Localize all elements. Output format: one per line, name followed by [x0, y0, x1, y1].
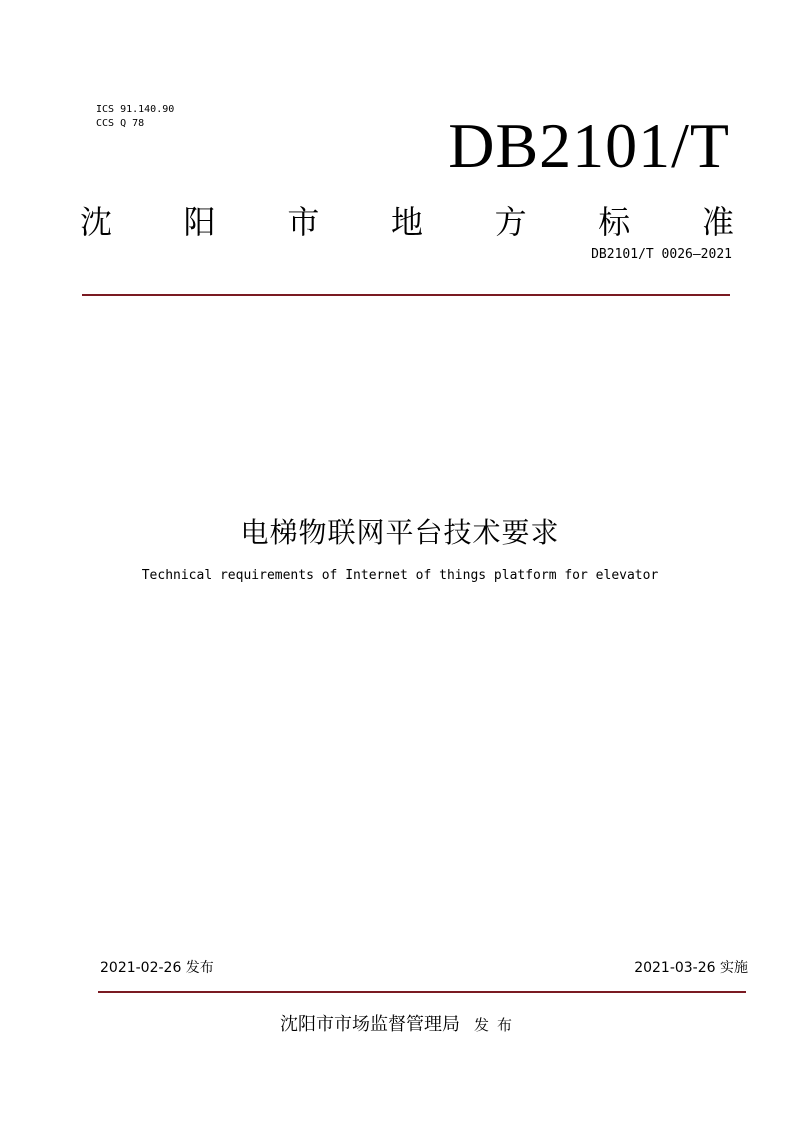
issuer-title-char: 标 [598, 203, 631, 241]
standard-number: DB2101/T 0026—2021 [591, 247, 732, 262]
issuer-title [80, 196, 734, 248]
implementation-date: 2021-03-26 实施 [634, 960, 748, 976]
standard-code: DB2101/T [448, 110, 730, 181]
issuing-authority-name: 沈阳市市场监督管理局 [279, 1014, 460, 1035]
issuing-authority [0, 1010, 800, 1040]
issuer-title-char: 市 [287, 203, 320, 241]
issuer-title-char: 阳 [183, 203, 216, 241]
issuer-title-char: 准 [701, 203, 734, 241]
issuer-title-char: 方 [494, 203, 527, 241]
issue-date: 2021-02-26 发布 [100, 960, 214, 976]
issuing-authority-suffix: 发布 [473, 1016, 520, 1034]
top-divider [82, 294, 730, 296]
document-title-en: Technical requirements of Internet of things platform for elevator [141, 568, 659, 583]
issuer-title-char: 沈 [80, 203, 113, 241]
ics-code: ICS 91.140.90 [96, 104, 175, 115]
issuer-title-char: 地 [390, 203, 423, 241]
bottom-divider [98, 991, 746, 993]
classification-codes [96, 103, 174, 131]
ccs-code: CCS Q 78 [96, 118, 145, 129]
document-title-cn: 电梯物联网平台技术要求 [240, 516, 560, 549]
